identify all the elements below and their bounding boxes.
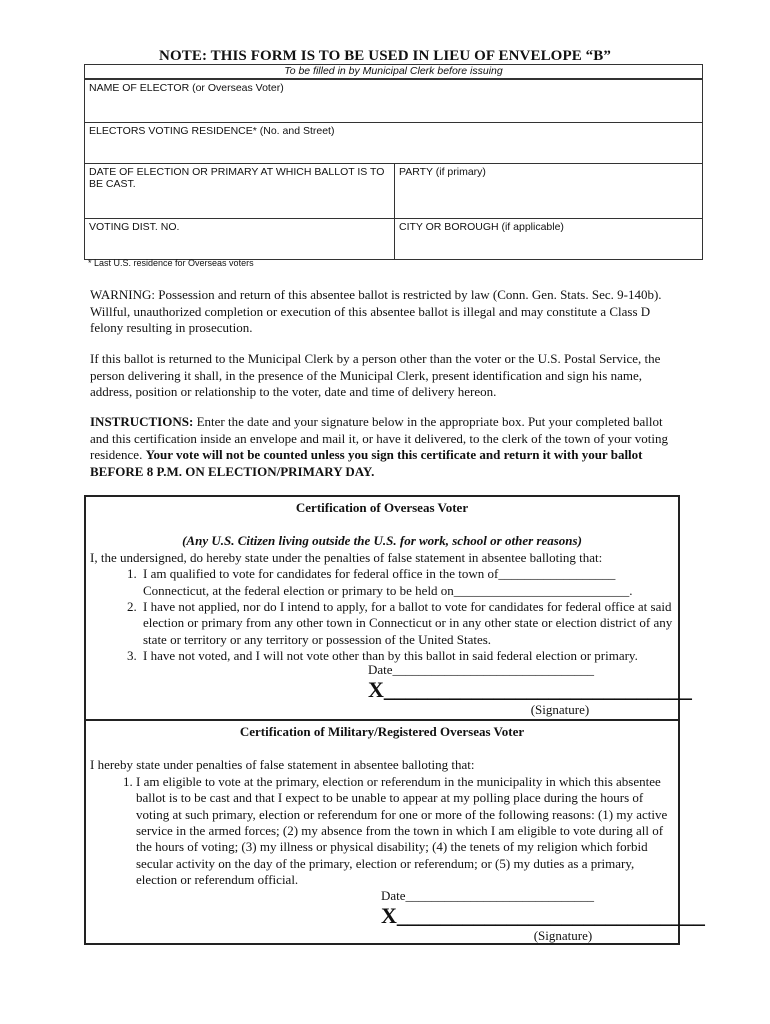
overseas-signature-field[interactable]: X____________________________: [368, 677, 692, 703]
military-certification-box: [84, 719, 705, 945]
party-label: PARTY (if primary): [399, 166, 486, 178]
overseas-cert-title: Certification of Overseas Voter: [295, 500, 469, 515]
overseas-date-field[interactable]: Date_______________________________: [368, 662, 595, 677]
form-title: NOTE: THIS FORM IS TO BE USED IN LIEU OF ENVELOPE “B”: [159, 48, 611, 64]
military-signature-caption: (Signature): [533, 928, 593, 944]
instructions-text: Enter the date and your signature below in the appropriate box. Put your completed ballot and this certification inside an envelope and mail it, or have it delivered, to the clerk of the town of your voting residence.: [90, 414, 668, 462]
military-cert-title: Certification of Military/Registered Overseas Voter: [239, 724, 525, 739]
return-paragraph: If this ballot is returned to the Municipal Clerk by a person other than the voter or the U.S. Postal Service, the person delivering it shall, in the presence of the Municipal Clerk, present identification and sign his name, address, position or relationship to the voter, date and time of delivery hereon.: [90, 351, 661, 399]
voting-residence-label: ELECTORS VOTING RESIDENCE* (No. and Street): [89, 125, 335, 137]
military-cert-item-1: 1. I am eligible to vote at the primary, election or referendum in the municipality in which this absentee ballot is to be cast and that I expect to be unable to appear at my polling place during the hours of voting at such primary, election or referendum for one or more of the following reasons: (1) my active service in the armed forces; (2) my absence from the town in which I am eligible to vote during all of the hours of voting; (3) my illness or physical disability; (4) the tenets of my religion which forbid secular activity on the day of the primary, election or referendum; or (5) my duties as a primary, election or referendum official.: [136, 774, 678, 889]
overseas-certification-box: [84, 495, 692, 721]
overseas-cert-subtitle: (Any U.S. Citizen living outside the U.S. for work, school or other reasons): [182, 533, 582, 549]
elector-name-field[interactable]: [85, 79, 702, 122]
city-borough-label: CITY OR BOROUGH (if applicable): [399, 221, 564, 233]
instructions-bold: Your vote will not be counted unless you sign this certificate and return it with your ballot BEFORE 8 P.M. ON ELECTION/PRIMARY DAY.: [90, 447, 643, 479]
military-signature-block: [381, 888, 705, 945]
clerk-info-table: [84, 64, 703, 260]
party-field[interactable]: [395, 164, 702, 218]
military-date-field[interactable]: Date_____________________________: [381, 888, 595, 903]
voting-dist-label: VOTING DIST. NO.: [89, 221, 180, 233]
instructions-paragraph: [90, 414, 682, 480]
election-date-field[interactable]: [85, 164, 395, 218]
elector-name-label: NAME OF ELECTOR (or Overseas Voter): [89, 82, 284, 94]
overseas-cert-list: [86, 566, 678, 664]
overseas-signature-block: [368, 662, 692, 719]
overseas-cert-item-1: 1. I am qualified to vote for candidates for federal office in the town of__________________ Connecticut, at the federal election or primary to be held on___________________________.: [140, 566, 678, 599]
residence-footnote: * Last U.S. residence for Overseas voters: [88, 258, 254, 268]
city-borough-field[interactable]: [395, 219, 702, 259]
military-cert-lead: I hereby state under penalties of false statement in absentee balloting that:: [90, 757, 475, 773]
instructions-label: INSTRUCTIONS:: [90, 414, 194, 429]
election-date-label: DATE OF ELECTION OR PRIMARY AT WHICH BALLOT IS TO BE CAST.: [89, 166, 385, 190]
overseas-cert-lead: I, the undersigned, do hereby state under the penalties of false statement in absentee balloting that:: [90, 549, 603, 565]
voting-dist-field[interactable]: [85, 219, 395, 259]
voting-residence-field[interactable]: [85, 122, 702, 163]
overseas-cert-item-2: 2. I have not applied, nor do I intend to apply, for a ballot to vote for candidates for federal office at said election or primary from any other town in Connecticut or in any other state or election district of any state or territory or any territory or possession of the United States.: [140, 599, 678, 648]
military-cert-list: [86, 774, 678, 889]
overseas-cert-item-3: 3. I have not voted, and I will not vote other than by this ballot in said federal election or primary.: [140, 648, 678, 664]
military-signature-field[interactable]: X____________________________: [381, 903, 705, 929]
clerk-note: To be filled in by Municipal Clerk before issuing: [85, 65, 702, 79]
warning-paragraph: WARNING: Possession and return of this absentee ballot is restricted by law (Conn. Gen. Stats. Sec. 9-140b). Willful, unauthorized completion or execution of this absentee ballot is illegal and may constitute a Class D felony resulting in prosecution.: [90, 287, 662, 335]
overseas-signature-caption: (Signature): [530, 702, 590, 718]
